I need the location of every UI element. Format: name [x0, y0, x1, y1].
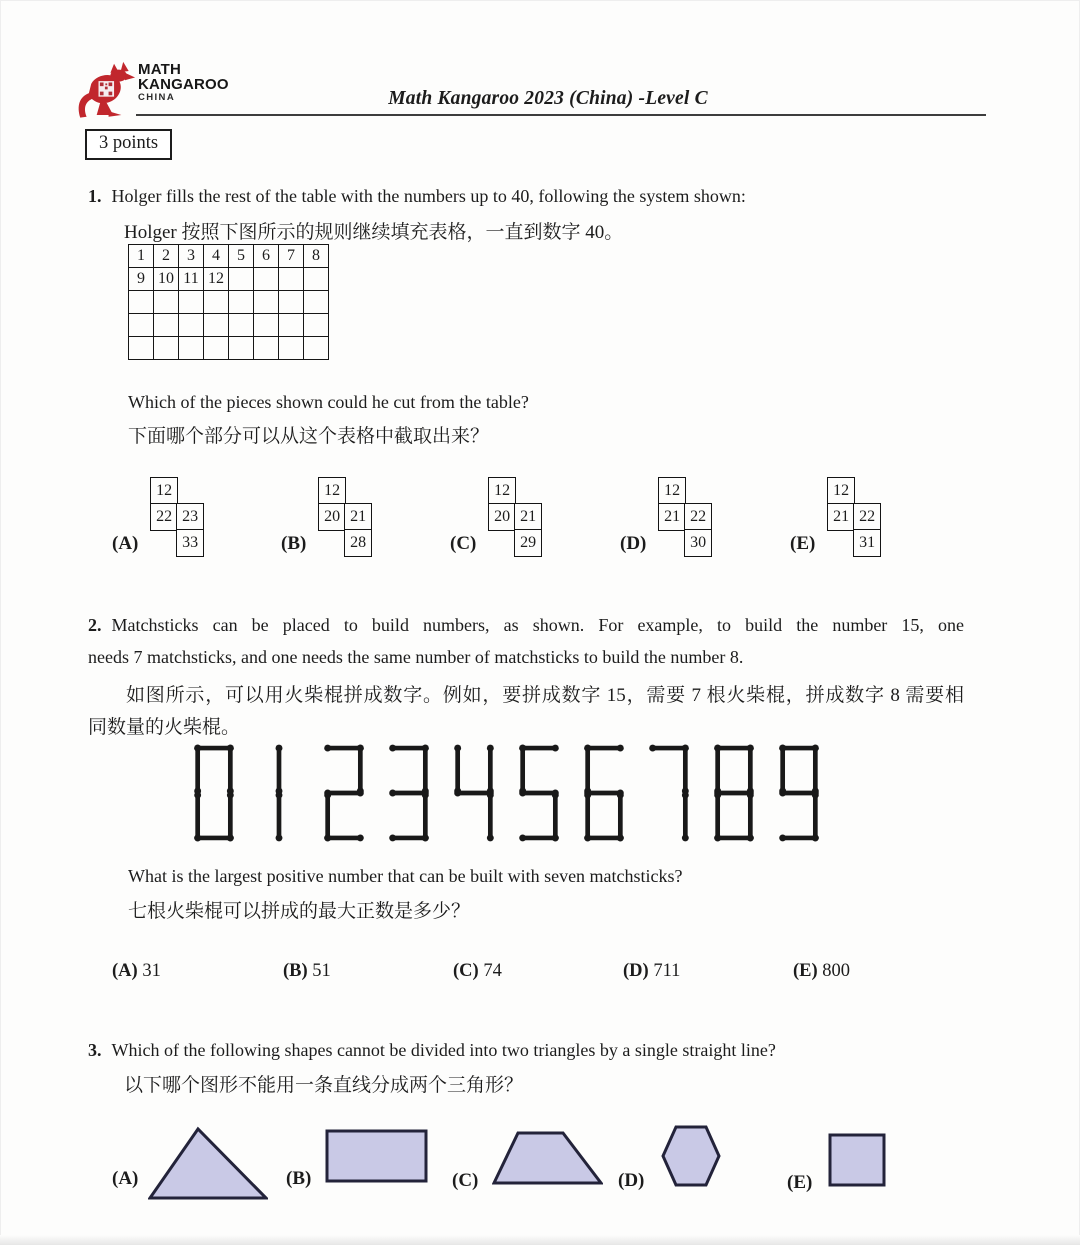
q2-option-e: [793, 961, 850, 982]
table-cell: [204, 291, 229, 314]
table-cell: [254, 268, 279, 291]
q2-option-d-value: 711: [653, 961, 681, 981]
table-cell: [204, 337, 229, 360]
q1-option-d-label: (D): [620, 533, 647, 554]
page-title: Math Kangaroo 2023 (China) -Level C: [388, 88, 708, 109]
q2-option-e-label: (E): [793, 961, 818, 981]
table-cell: [179, 337, 204, 360]
q3-statement-en: [88, 1040, 776, 1061]
table-cell: 12: [204, 268, 229, 291]
table-cell: [229, 291, 254, 314]
table-cell: [254, 314, 279, 337]
q2-option-d-label: (D): [623, 961, 649, 981]
table-cell: [179, 291, 204, 314]
piece-cell: 30: [684, 529, 712, 557]
table-cell: 7: [279, 245, 304, 268]
q2-option-a: [112, 961, 161, 982]
triangle-icon: [148, 1124, 268, 1202]
q1-option-d-piece: [658, 477, 714, 558]
table-cell: [304, 337, 329, 360]
piece-cell: 21: [514, 503, 542, 531]
piece-cell: 21: [344, 503, 372, 531]
q2-statement-zh-line1: 如图所示，可以用火柴棍拼成数字。例如，要拼成数字 15，需要 7 根火柴棍，拼成数字 8 需要相: [126, 685, 964, 706]
logo-line-china: CHINA: [138, 92, 176, 103]
q3-option-d-label: (D): [618, 1170, 645, 1191]
piece-cell: 20: [488, 503, 516, 531]
q1-prompt-en: Which of the pieces shown could he cut from the table?: [128, 392, 529, 412]
table-cell: [154, 314, 179, 337]
matchstick-digit-6: [582, 744, 626, 842]
q2-prompt-en: What is the largest positive number that can be built with seven matchsticks?: [128, 866, 683, 886]
rectangle-icon: [325, 1129, 428, 1183]
square-icon: [828, 1133, 886, 1187]
q2-statement-en-line2: needs 7 matchsticks, and one needs the same number of matchsticks to build the number 8.: [88, 647, 744, 667]
piece-cell: 12: [318, 477, 346, 505]
q1-number-table: [128, 244, 329, 360]
table-cell: [204, 314, 229, 337]
header-rule: [136, 114, 986, 116]
piece-cell: 31: [853, 529, 881, 557]
table-cell: [154, 337, 179, 360]
table-cell: 10: [154, 268, 179, 291]
q1-option-a-label: (A): [112, 533, 139, 554]
q2-option-b-value: 51: [312, 961, 331, 981]
q1-number: 1.: [88, 186, 102, 206]
matchstick-digit-8: [712, 744, 756, 842]
piece-cell: 33: [176, 529, 204, 557]
table-cell: 4: [204, 245, 229, 268]
table-cell: 11: [179, 268, 204, 291]
q2-option-a-value: 31: [142, 961, 161, 981]
q1-option-c: [450, 477, 544, 558]
table-cell: [279, 337, 304, 360]
q1-option-a-piece: [150, 477, 206, 558]
piece-cell: 12: [658, 477, 686, 505]
table-cell: 1: [129, 245, 154, 268]
piece-cell: 21: [658, 503, 686, 531]
table-row: [129, 291, 329, 314]
matchstick-digit-5: [517, 744, 561, 842]
q2-option-b: [283, 961, 331, 982]
piece-cell: 12: [150, 477, 178, 505]
q1-option-e-piece: [827, 477, 883, 558]
table-cell: [229, 337, 254, 360]
q2-option-e-value: 800: [822, 961, 851, 981]
table-cell: 2: [154, 245, 179, 268]
q2-option-c-label: (C): [453, 961, 479, 981]
matchstick-digit-7: [647, 744, 691, 842]
table-cell: [304, 291, 329, 314]
matchstick-digit-2: [322, 744, 366, 842]
piece-cell: 23: [176, 503, 204, 531]
table-row: [129, 245, 329, 268]
q2-number: 2.: [88, 615, 102, 635]
table-cell: [129, 291, 154, 314]
logo-line-kangaroo: KANGAROO: [138, 76, 229, 93]
q1-option-d: [620, 477, 714, 558]
q1-option-b-label: (B): [281, 533, 307, 554]
q1-prompt-zh: 下面哪个部分可以从这个表格中截取出来？: [128, 426, 490, 447]
q1-option-e: [790, 477, 883, 558]
table-cell: [254, 337, 279, 360]
matchstick-digit-4: [452, 744, 496, 842]
q2-prompt-zh: 七根火柴棍可以拼成的最大正数是多少？: [128, 901, 471, 922]
q3-number: 3.: [88, 1040, 102, 1060]
matchstick-digits-figure: [192, 744, 821, 842]
matchstick-digit-9: [777, 744, 821, 842]
q2-option-d: [623, 961, 680, 982]
q3-option-a-label: (A): [112, 1168, 139, 1189]
table-cell: [129, 337, 154, 360]
table-cell: [304, 268, 329, 291]
table-cell: [279, 268, 304, 291]
matchstick-digit-3: [387, 744, 431, 842]
q3-statement-zh: 以下哪个图形不能用一条直线分成两个三角形？: [124, 1075, 524, 1096]
matchstick-digit-1: [257, 744, 301, 842]
table-row: [129, 337, 329, 360]
points-badge: 3 points: [85, 129, 172, 160]
q2-text-en-1: Matchsticks can be placed to build numbers, as shown. For example, to build the number 15, one: [111, 615, 964, 635]
q1-option-a: [112, 477, 206, 558]
table-cell: 8: [304, 245, 329, 268]
q2-option-a-label: (A): [112, 961, 138, 981]
matchstick-digit-0: [192, 744, 236, 842]
table-cell: [154, 291, 179, 314]
table-cell: [254, 291, 279, 314]
q1-option-b: [281, 477, 374, 558]
q1-statement-en: [88, 186, 746, 207]
q3-text-en: Which of the following shapes cannot be divided into two triangles by a single straight line?: [111, 1040, 776, 1060]
q1-option-b-piece: [318, 477, 374, 558]
piece-cell: 22: [684, 503, 712, 531]
piece-cell: 22: [150, 503, 178, 531]
q3-option-e-label: (E): [787, 1172, 813, 1193]
piece-cell: 12: [488, 477, 516, 505]
logo-line-math: MATH: [138, 61, 182, 78]
q1-option-e-label: (E): [790, 533, 816, 554]
q3-option-b-shape: [325, 1129, 428, 1188]
table-cell: [229, 268, 254, 291]
hexagon-icon: [661, 1125, 721, 1187]
piece-cell: 12: [827, 477, 855, 505]
table-cell: [229, 314, 254, 337]
table-cell: [304, 314, 329, 337]
q3-option-d-shape: [661, 1125, 721, 1192]
q1-text-en: Holger fills the rest of the table with the numbers up to 40, following the system shown:: [111, 186, 746, 206]
q1-option-c-label: (C): [450, 533, 477, 554]
table-cell: [279, 291, 304, 314]
table-cell: [129, 314, 154, 337]
table-row: [129, 314, 329, 337]
q2-option-b-label: (B): [283, 961, 308, 981]
q2-option-c-value: 74: [483, 961, 502, 981]
table-cell: 9: [129, 268, 154, 291]
piece-cell: 21: [827, 503, 855, 531]
q3-option-b-label: (B): [286, 1168, 312, 1189]
table-cell: 5: [229, 245, 254, 268]
piece-cell: 22: [853, 503, 881, 531]
q2-option-c: [453, 961, 502, 982]
q1-option-c-piece: [488, 477, 544, 558]
q2-statement-en-line1: [88, 615, 964, 636]
q2-statement-zh-line2: 同数量的火柴棍。: [88, 717, 241, 738]
table-cell: [279, 314, 304, 337]
table-cell: [179, 314, 204, 337]
trapezoid-icon: [492, 1131, 603, 1185]
piece-cell: 20: [318, 503, 346, 531]
q3-option-c-shape: [492, 1131, 603, 1190]
q3-option-e-shape: [828, 1133, 886, 1192]
piece-cell: 28: [344, 529, 372, 557]
table-cell: 3: [179, 245, 204, 268]
table-row: [129, 268, 329, 291]
table-cell: 6: [254, 245, 279, 268]
piece-cell: 29: [514, 529, 542, 557]
q3-option-c-label: (C): [452, 1170, 479, 1191]
q3-option-a-shape: [148, 1124, 268, 1207]
q1-statement-zh: Holger 按照下图所示的规则继续填充表格，一直到数字 40。: [124, 222, 624, 243]
